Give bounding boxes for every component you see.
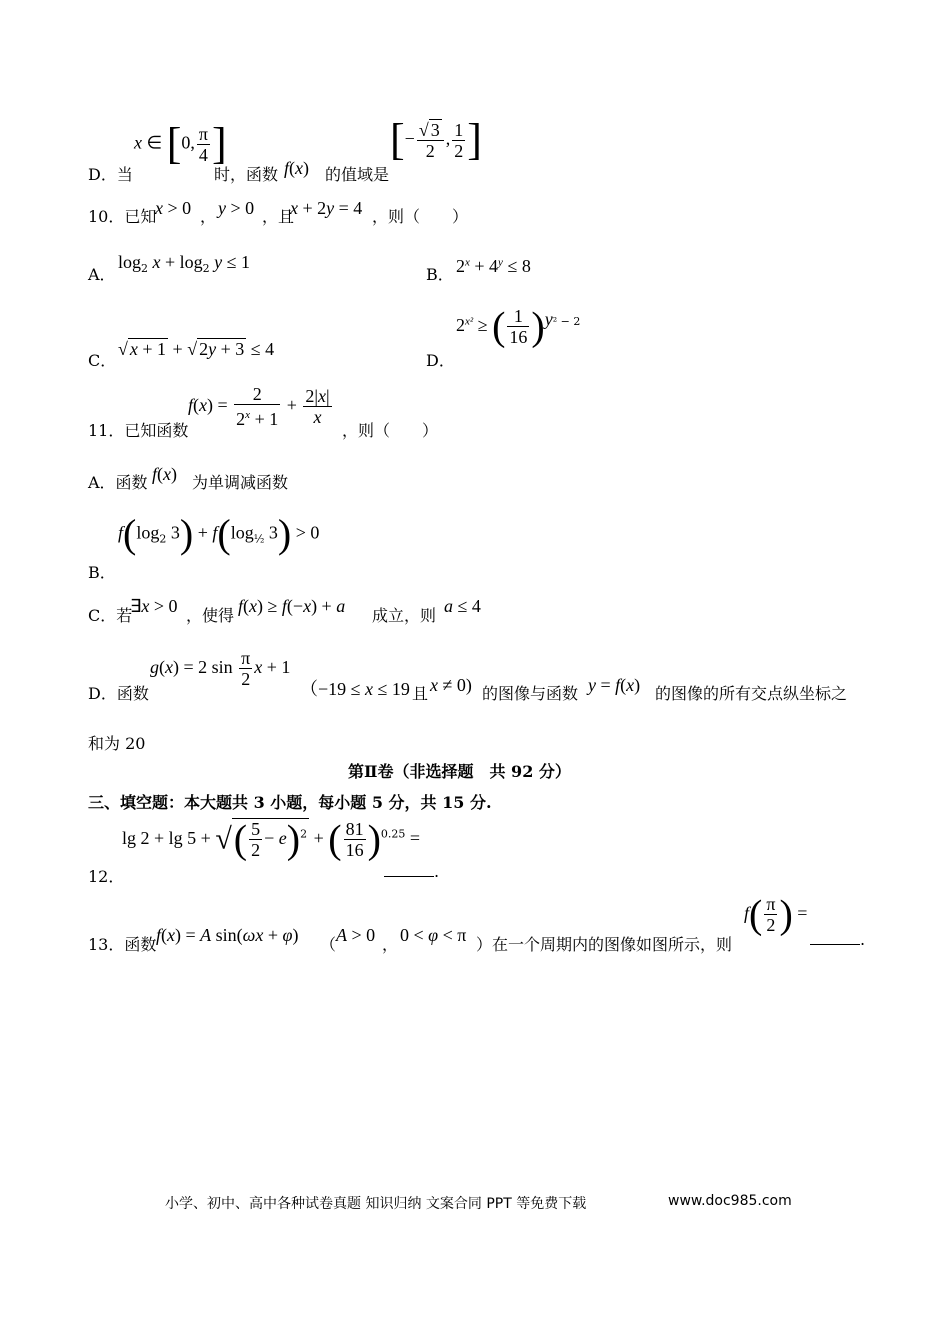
q11-option-c-mid: ，使得 bbox=[186, 606, 235, 625]
part2-title: 第Ⅱ卷（非选择题 共 92 分） bbox=[348, 762, 571, 781]
q11-function-def: f(x) = $\frac{2}{2^x + 1}$ + $\frac{2|x|}{x}$ bbox=[188, 384, 330, 429]
q10-option-d-expr: $2^{x^2}$ ≥ ( $\frac{1}{16}$ )$^{y^2 - 2}$ bbox=[456, 303, 581, 349]
q13-function-def: f(x) = A sin(ωx + φ) bbox=[156, 925, 299, 945]
q9-option-d-fx: f(x) bbox=[284, 158, 310, 178]
q11-option-c-exists: ∃x > 0 bbox=[130, 596, 178, 616]
q9-option-d-end: 的值域是 bbox=[325, 165, 390, 184]
q11-option-d-cont: 和为 20 bbox=[88, 734, 146, 753]
q12-number: 12． bbox=[88, 867, 125, 886]
q10-option-d-label: D． bbox=[426, 351, 455, 370]
q10-sep1: ， bbox=[200, 207, 217, 226]
q11-option-d-f: y = f(x) bbox=[588, 675, 641, 695]
q11-option-c-result: a ≤ 4 bbox=[444, 596, 481, 616]
q10-option-b-label: B． bbox=[426, 265, 454, 284]
footer-url[interactable]: www.doc985.com bbox=[668, 1193, 792, 1209]
q13-answer-blank[interactable] bbox=[810, 930, 865, 949]
q11-option-b-label: B． bbox=[88, 563, 116, 582]
q13-label: 13．函数 bbox=[88, 935, 157, 954]
q13-cond-phi: 0 < φ < π bbox=[400, 925, 467, 945]
q9-option-d-mid: 时，函数 bbox=[214, 165, 279, 184]
q13-mid1: （ bbox=[320, 935, 337, 954]
q11-option-c-ineq: f(x) ≥ f(−x) + a bbox=[238, 596, 346, 616]
q11-option-c-label: C．若 bbox=[88, 606, 133, 625]
q12-answer-blank[interactable] bbox=[384, 862, 439, 881]
q9-option-d-label: D．当 bbox=[88, 165, 133, 184]
q10-cond-sum: x + 2y = 4 bbox=[290, 198, 363, 218]
q13-mid3: ）在一个周期内的图像如图所示，则 bbox=[476, 935, 733, 954]
q13-cond-a: A > 0 bbox=[336, 925, 376, 945]
q10-option-a-label: A． bbox=[88, 265, 116, 284]
q11-stem: 11．已知函数 bbox=[88, 421, 189, 440]
q10-stem-end: ，则（ ） bbox=[372, 207, 469, 226]
q10-option-c-expr: √ x + 1 + √ 2y + 3 ≤ 4 bbox=[118, 339, 275, 359]
q11-option-a-end: 为单调减函数 bbox=[192, 473, 289, 492]
q11-option-d-label: D．函数 bbox=[88, 684, 149, 703]
q11-option-b-expr: $f(\log_2$ $3) + f(\log_{\frac{1}{2}}$ 3) > 0 bbox=[118, 511, 320, 556]
q10-cond-x: x > 0 bbox=[155, 198, 192, 218]
footer-text: 小学、初中、高中各种试卷真题 知识归纳 文案合同 PPT 等免费下载 bbox=[165, 1196, 587, 1212]
q9-option-d-domain: x ∈ [0, $\frac{\pi}{4}$ ] bbox=[134, 119, 227, 168]
q13-query: f( $\frac{\pi}{2}$ ) = bbox=[744, 891, 808, 937]
q10-sep2: ，且 bbox=[262, 207, 295, 226]
q11-option-d-domain: （−19 ≤ x ≤ 19 bbox=[300, 679, 410, 699]
q11-option-d-g: g(x) = 2 sin $\frac{\pi}{2}$ x + 1 bbox=[150, 648, 291, 689]
q13-period: . bbox=[860, 930, 866, 949]
q13-mid2: ， bbox=[382, 935, 399, 954]
q10-stem-number: 10．已知 bbox=[88, 207, 157, 226]
q9-option-d-range: [− $\frac{√ 3}{2}$ , $\frac{1}{2}$ ] bbox=[390, 115, 482, 164]
q11-option-a-fx: f(x) bbox=[152, 464, 178, 484]
q11-option-a-label: A．函数 bbox=[88, 473, 148, 492]
q10-option-c-label: C． bbox=[88, 351, 117, 370]
q10-option-b-expr: $2^x + 4^y \le 8$ bbox=[456, 256, 531, 276]
q10-cond-y: y > 0 bbox=[218, 198, 255, 218]
q12-period: . bbox=[434, 862, 440, 881]
q11-option-d-mid2: 的图像与函数 bbox=[482, 684, 579, 703]
section-3-heading: 三、填空题：本大题共 3 小题，每小题 5 分，共 15 分. bbox=[88, 793, 492, 812]
q11-option-d-mid: 且 bbox=[412, 684, 429, 703]
q10-option-a-expr: $\log_2 x + \log_2 y \le 1$ bbox=[118, 252, 251, 276]
q11-stem-end: ，则（ ） bbox=[342, 421, 439, 440]
q11-option-d-neq: x ≠ 0) bbox=[430, 675, 472, 695]
q11-option-d-end: 的图像的所有交点纵坐标之 bbox=[655, 684, 848, 703]
q12-expression: lg 2 + lg 5 + √( $\frac{5}{2}$ − e)$^2$ + ( $\frac{81}{16}$ )$^{0.25}$ = bbox=[122, 816, 421, 862]
q11-option-c-mid2: 成立，则 bbox=[372, 606, 437, 625]
